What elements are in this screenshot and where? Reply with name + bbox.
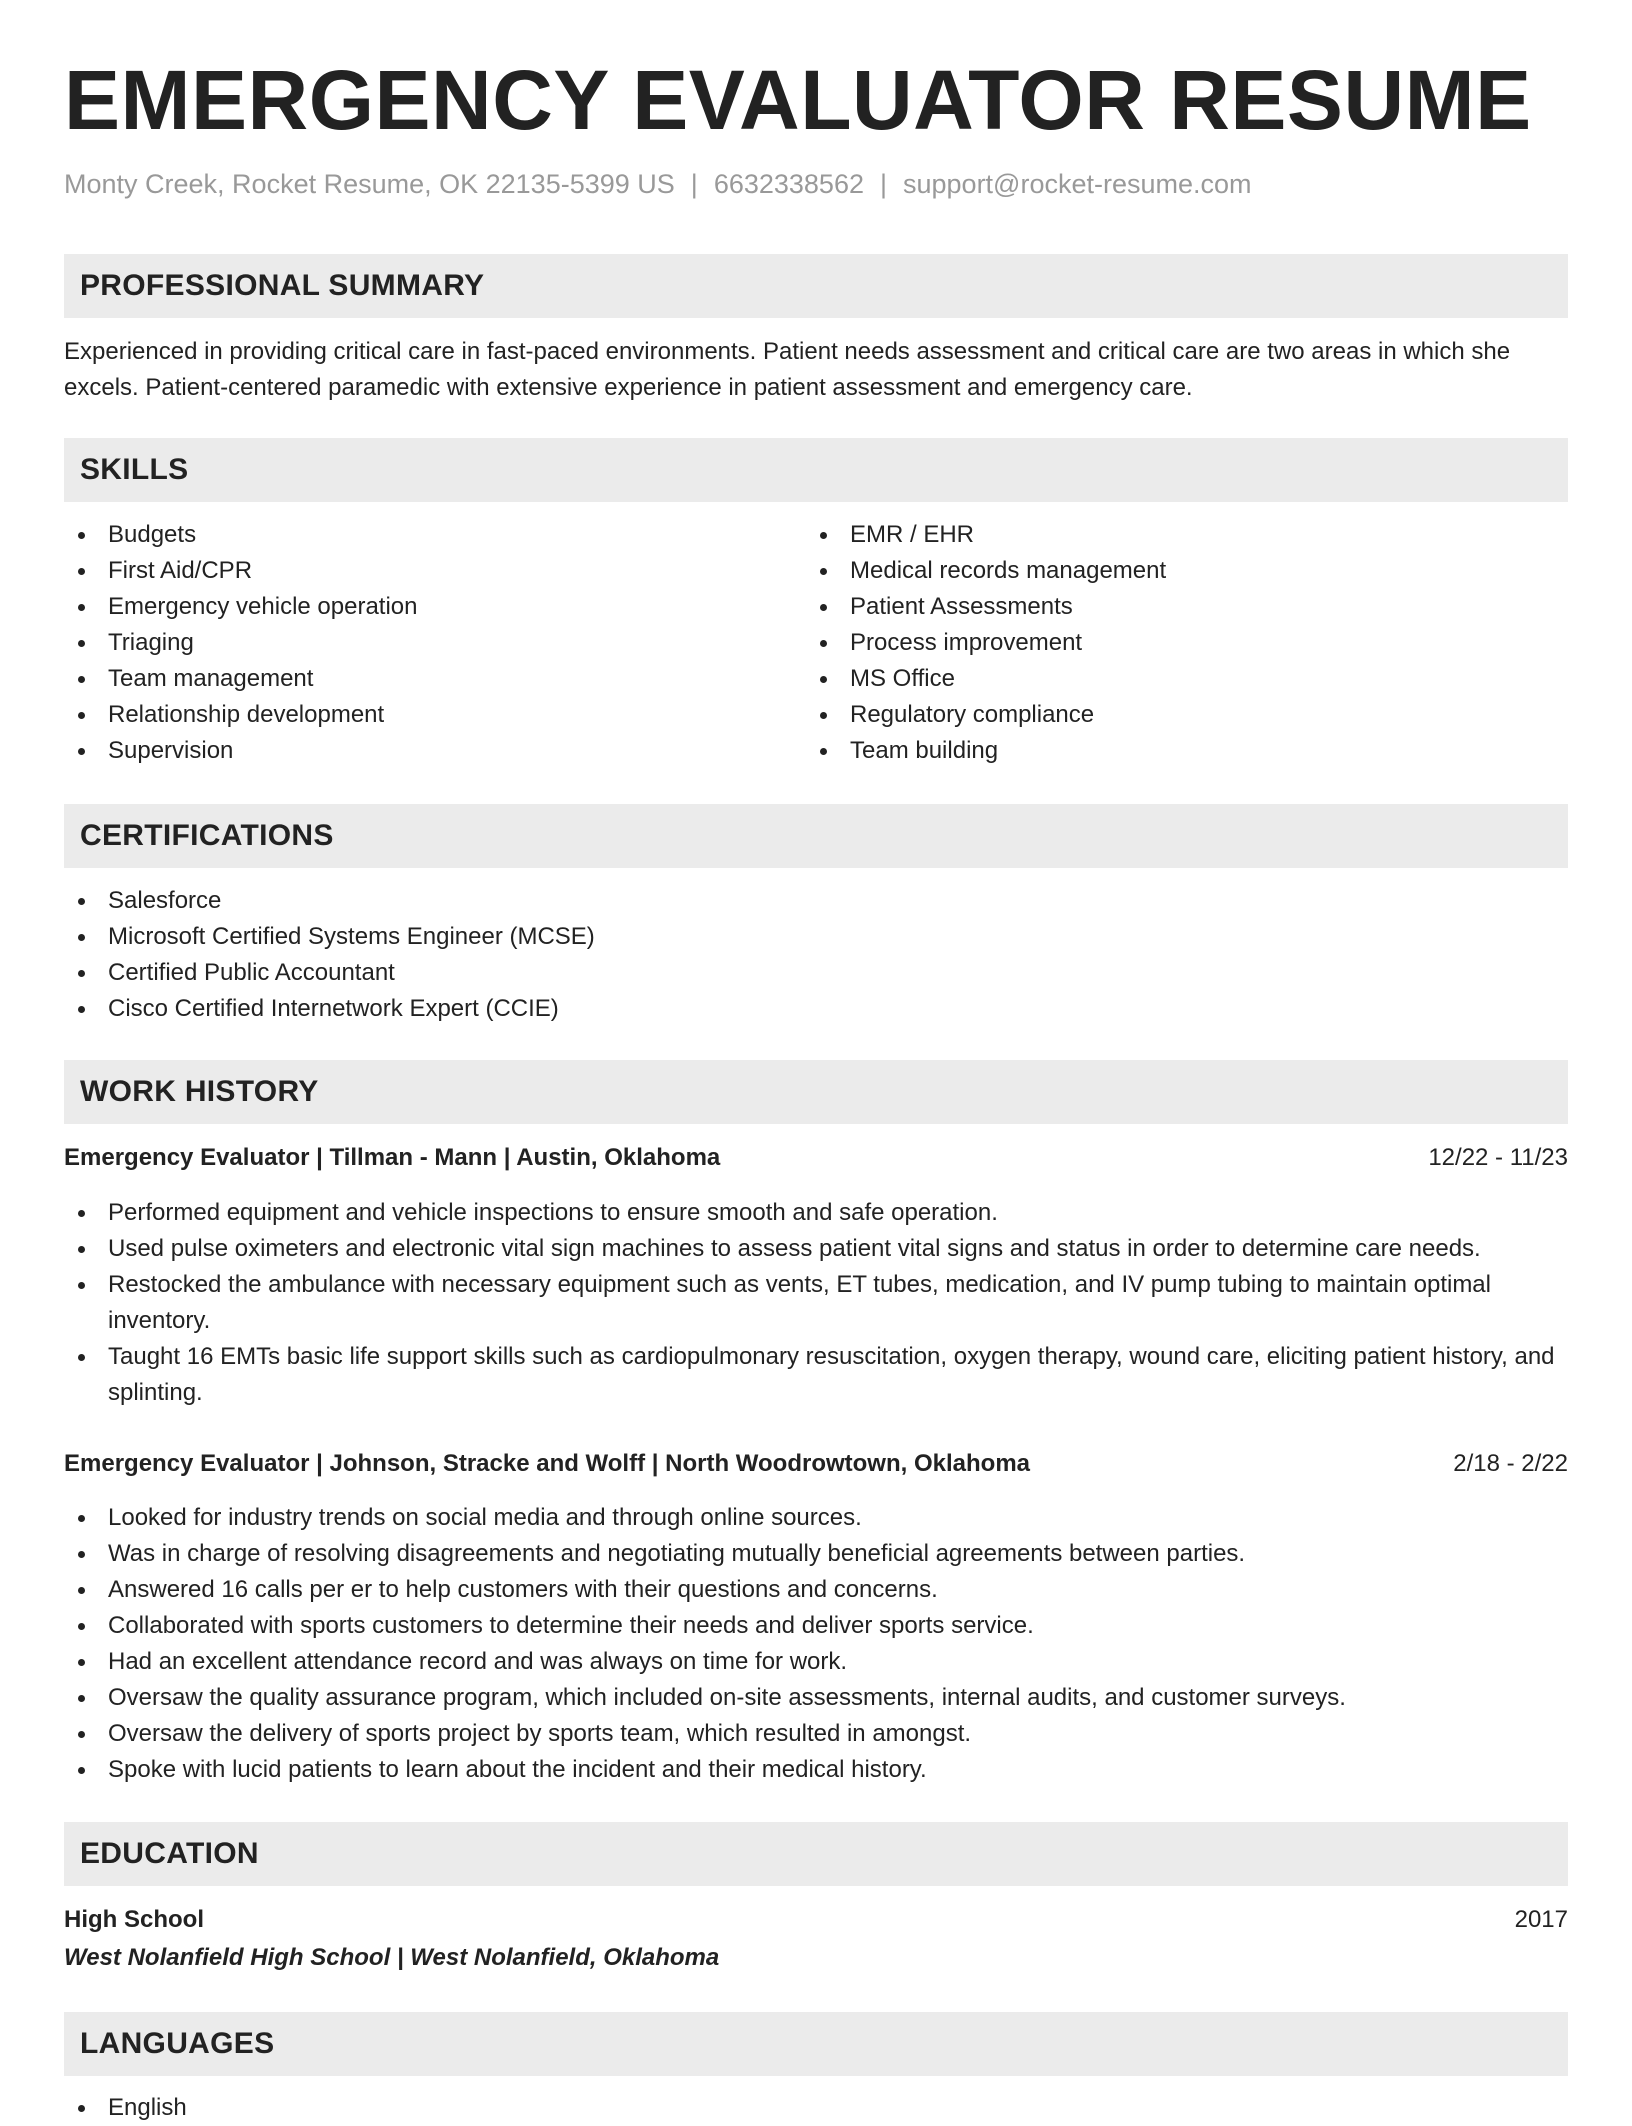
section-header-languages <box>64 2012 1568 2076</box>
section-title-work-history: WORK HISTORY <box>80 1075 319 1108</box>
certification-item: Salesforce <box>64 883 1568 919</box>
section-header-education <box>64 1822 1568 1886</box>
certification-item: Certified Public Accountant <box>64 955 1568 991</box>
resume-title: EMERGENCY EVALUATOR RESUME <box>64 53 1532 147</box>
job-dates: 12/22 - 11/23 <box>1428 1144 1568 1171</box>
job-bullets <box>64 1195 1568 1411</box>
contact-address: Monty Creek, Rocket Resume, OK 22135-5399 US <box>64 169 675 199</box>
job-bullet: Oversaw the quality assurance program, which included on-site assessments, internal audits, and customer surveys. <box>64 1680 1568 1716</box>
contact-separator: | <box>879 169 887 199</box>
contact-separator: | <box>690 169 698 199</box>
skill-item: EMR / EHR <box>806 517 1568 553</box>
skill-item: Regulatory compliance <box>806 697 1568 733</box>
job-bullet: Taught 16 EMTs basic life support skills such as cardiopulmonary resuscitation, oxygen therapy, wound care, eliciting patient history, and splinting. <box>64 1339 1568 1411</box>
section-title-summary: PROFESSIONAL SUMMARY <box>80 269 485 302</box>
job-bullet: Answered 16 calls per er to help customers with their questions and concerns. <box>64 1572 1568 1608</box>
section-title-certifications: CERTIFICATIONS <box>80 819 334 852</box>
languages-list <box>64 2090 1568 2126</box>
certification-item: Cisco Certified Internetwork Expert (CCIE) <box>64 991 1568 1027</box>
section-header-skills <box>64 438 1568 502</box>
job-bullet: Performed equipment and vehicle inspections to ensure smooth and safe operation. <box>64 1195 1568 1231</box>
job-title: Emergency Evaluator | Johnson, Stracke and Wolff | North Woodrowtown, Oklahoma <box>64 1450 1031 1477</box>
contact-phone[interactable]: 6632338562 <box>713 169 864 199</box>
skill-item: Triaging <box>64 625 804 661</box>
job-bullet: Restocked the ambulance with necessary equipment such as vents, ET tubes, medication, and IV pump tubing to maintain optimal inventory. <box>64 1267 1568 1339</box>
job-header <box>64 1446 1568 1482</box>
job-bullet: Oversaw the delivery of sports project by sports team, which resulted in amongst. <box>64 1716 1568 1752</box>
skill-item: Emergency vehicle operation <box>64 589 804 625</box>
job-title: Emergency Evaluator | Tillman - Mann | Austin, Oklahoma <box>64 1144 721 1171</box>
job-bullet: Used pulse oximeters and electronic vital sign machines to assess patient vital signs and status in order to determine care needs. <box>64 1231 1568 1267</box>
summary-text: Experienced in providing critical care in fast-paced environments. Patient needs assessment and critical care are two areas in which she excels. Patient-centered paramedic with extensive experience in patient assessment and emergency care. <box>64 338 1511 401</box>
job-bullet: Collaborated with sports customers to determine their needs and deliver sports service. <box>64 1608 1568 1644</box>
section-title-languages: LANGUAGES <box>80 2027 275 2060</box>
skills-list-left <box>64 517 804 769</box>
section-header-certifications <box>64 804 1568 868</box>
certifications-list <box>64 883 1568 1027</box>
education-year: 2017 <box>1514 1906 1568 1933</box>
skill-item: Team building <box>806 733 1568 769</box>
certification-item: Microsoft Certified Systems Engineer (MCSE) <box>64 919 1568 955</box>
skill-item: Supervision <box>64 733 804 769</box>
education-header <box>64 1902 1568 1938</box>
education-school: West Nolanfield High School | West Nolanfield, Oklahoma <box>64 1944 720 1971</box>
job-bullet: Spoke with lucid patients to learn about the incident and their medical history. <box>64 1752 1568 1788</box>
skill-item: Budgets <box>64 517 804 553</box>
skill-item: Team management <box>64 661 804 697</box>
job-bullets <box>64 1500 1568 1788</box>
contact-line <box>64 166 1252 202</box>
job-header <box>64 1140 1568 1176</box>
job-dates: 2/18 - 2/22 <box>1453 1450 1568 1477</box>
skill-item: First Aid/CPR <box>64 553 804 589</box>
language-item: English <box>64 2090 1568 2126</box>
job-bullet: Was in charge of resolving disagreements and negotiating mutually beneficial agreements between parties. <box>64 1536 1568 1572</box>
section-header-work-history <box>64 1060 1568 1124</box>
contact-email[interactable]: support@rocket-resume.com <box>903 169 1252 199</box>
skill-item: Patient Assessments <box>806 589 1568 625</box>
skill-item: Process improvement <box>806 625 1568 661</box>
section-header-summary <box>64 254 1568 318</box>
section-title-skills: SKILLS <box>80 453 189 486</box>
skill-item: Medical records management <box>806 553 1568 589</box>
section-title-education: EDUCATION <box>80 1837 259 1870</box>
job-bullet: Looked for industry trends on social media and through online sources. <box>64 1500 1568 1536</box>
education-degree: High School <box>64 1906 204 1933</box>
skill-item: MS Office <box>806 661 1568 697</box>
skill-item: Relationship development <box>64 697 804 733</box>
job-bullet: Had an excellent attendance record and was always on time for work. <box>64 1644 1568 1680</box>
skills-list-right <box>806 517 1568 769</box>
